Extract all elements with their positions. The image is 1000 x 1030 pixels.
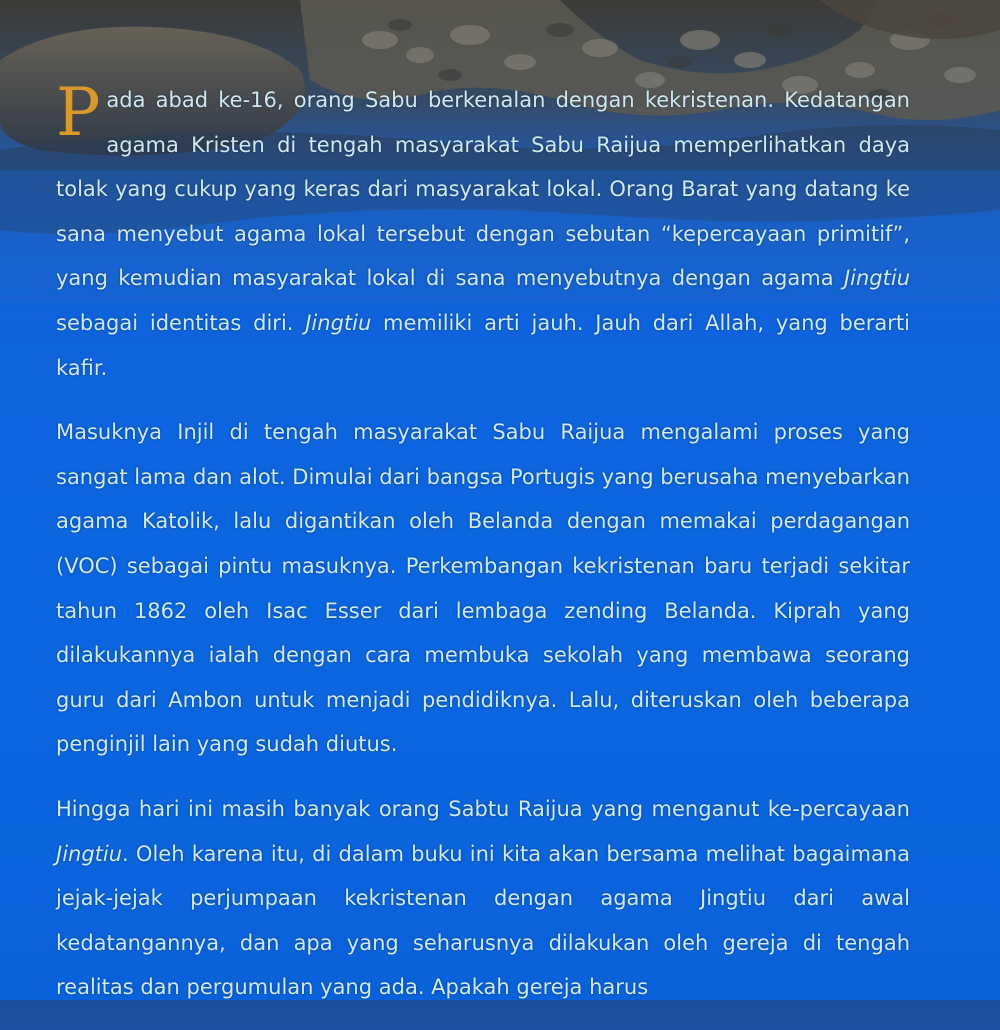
paragraph-1-text-b: sebagai identitas diri. xyxy=(56,310,306,335)
term-jingtiu: Jingtiu xyxy=(305,310,372,335)
paragraph-1-text-c: memiliki arti jauh. Jauh dari Allah, yang berarti kafir. xyxy=(56,310,910,380)
paragraph-1-text-a: ada abad ke-16, orang Sabu berkenalan dengan kekristenan. Kedatangan agama Kristen di tengah masyarakat Sabu Raijua memperlihatkan daya tolak yang cukup yang keras dari masyarakat lokal. Orang Barat yang datang ke sana menyebut agama lokal tersebut dengan sebutan “kepercayaan primitif”, yang kemudian masyarakat lokal di sana menyebutnya dengan agama xyxy=(56,88,910,291)
paragraph-1 xyxy=(56,74,910,390)
paragraph-3-text-b: . Oleh karena itu, di dalam buku ini kita akan bersama melihat bagaimana jejak-jejak perjumpaan kekristenan dengan agama Jingtiu dari awal kedatangannya, dan apa yang seharusnya dilakukan oleh gereja di tengah realitas dan pergumulan yang ada. Apakah gereja harus xyxy=(56,841,910,1000)
article-body xyxy=(56,74,910,1030)
paragraph-3-text-a: Hingga hari ini masih banyak orang Sabtu Raijua yang menganut ke-percayaan xyxy=(56,796,910,821)
drop-cap-letter: P xyxy=(56,74,101,151)
term-jingtiu: Jingtiu xyxy=(56,841,123,866)
paragraph-2: Masuknya Injil di tengah masyarakat Sabu Raijua mengalami proses yang sangat lama dan alot. Dimulai dari bangsa Portugis yang berusaha menyebarkan agama Katolik, lalu digantikan oleh Belanda dengan memakai perdagangan (VOC) sebagai pintu masuknya. Perkembangan kekristenan baru terjadi sekitar tahun 1862 oleh Isac Esser dari lembaga zending Belanda. Kiprah yang dilakukannya ialah dengan cara membuka sekolah yang membawa seorang guru dari Ambon untuk menjadi pendidiknya. Lalu, diteruskan oleh beberapa penginjil lain yang sudah diutus. xyxy=(56,420,910,757)
paragraph-3 xyxy=(56,787,910,1010)
term-jingtiu: Jingtiu xyxy=(843,266,910,291)
